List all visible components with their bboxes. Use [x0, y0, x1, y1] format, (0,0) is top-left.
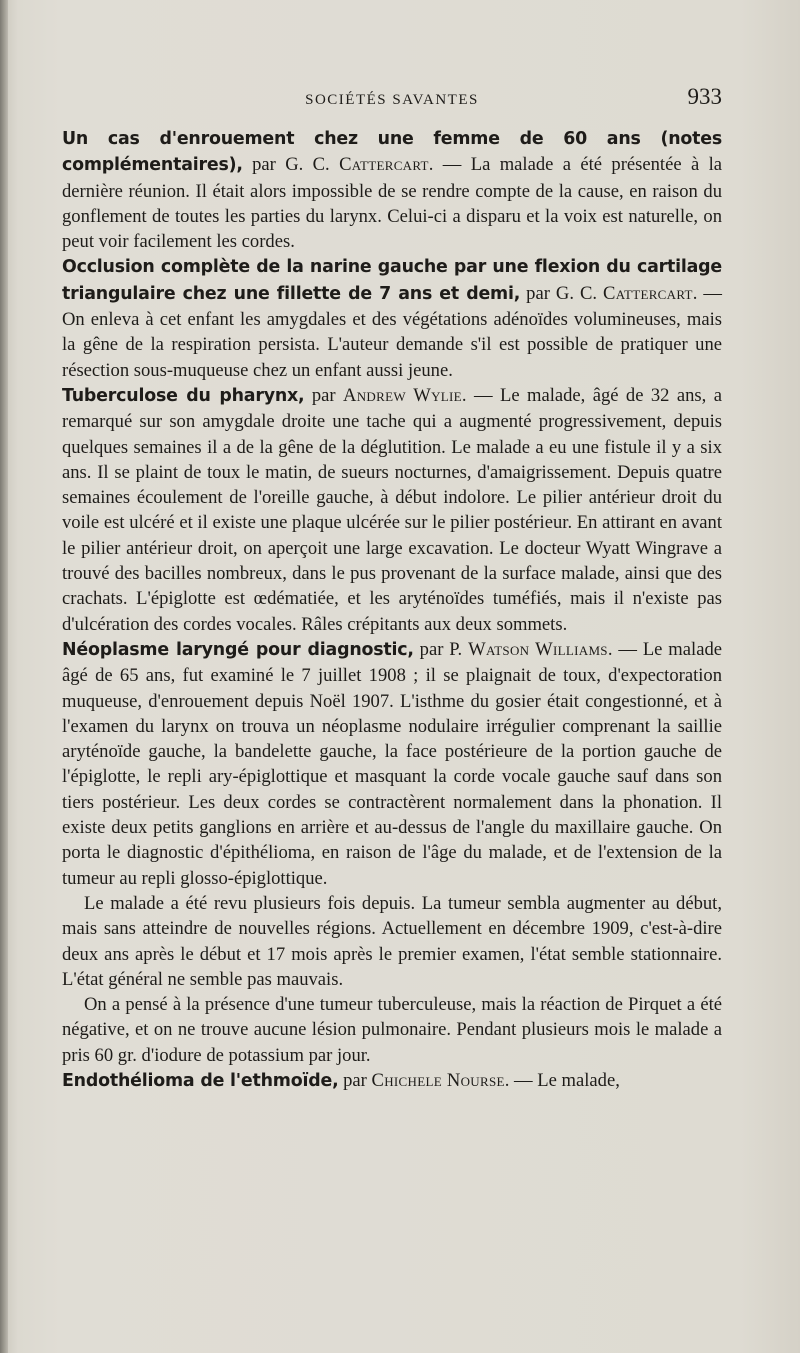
entry-text: . — Le malade âgé de 65 ans, fut examiné le 7 juillet 1908 ; il se plaignait de toux, d'expectoration muqueuse, d'enrouement depuis Noël 1907. L'isthme du gosier était congestionné, et à l'examen du larynx on trouva un néoplasme nodulaire irrégulier comprenant la saillie aryténoïde gauche, la bandelette gauche, la face postérieure de la portion gauche de l'épiglotte, le repli ary-épiglottique et masquant la corde vocale gauche sauf dans son tiers postérieur. Les deux cordes se contractèrent normalement dans la phonation. Il existe deux petits ganglions en arrière et au-dessus de l'angle du maxillaire gauche. On porta le diagnostic d'épithélioma, en raison de l'âge du malade, et de l'extension de la tumeur au repli glosso-épiglottique. — [62, 638, 722, 889]
entry-text: . — Le malade, âgé de 32 ans, a remarqué sur son amygdale droite une tache qui a augmenté progressivement, depuis quelques semaines il a de la gêne de la déglutition. Le malade a eu une fistule il y a six ans. Il se plaint de toux le matin, de sueurs nocturnes, d'amaigrissement. Depuis quatre semaines écoulement de l'oreille gauche, à début indolore. Le pilier antérieur droit du voile est ulcéré et il existe une plaque ulcérée sur le pilier postérieur. En attirant en avant le pilier antérieur droit, on aperçoit une large excavation. Le docteur Wyatt Wingrave a trouvé des bacilles nombreux, dans le pus provenant de la surface malade, ainsi que des crachats. L'épiglotte est œdématiée, et les aryténoïdes tuméfiés, mais il n'existe pas d'ulcération des cordes vocales. Râles crépitants aux deux sommets. — [62, 384, 722, 635]
entry-occlusion — [62, 254, 722, 382]
paragraph-continuation: Le malade a été revu plusieurs fois depuis. La tumeur sembla augmenter au début, mais sans atteindre de nouvelles régions. Actuellement en décembre 1909, c'est-à-dire deux ans après le début et 17 mois après le premier examen, l'état semble stationnaire. L'état général ne semble pas mauvais. — [62, 892, 722, 990]
entry-neoplasme — [62, 637, 722, 891]
entry-enrouement — [62, 126, 722, 254]
entry-title: Néoplasme laryngé pour diagnostic, — [62, 639, 414, 660]
entry-text: . — Le malade, — [504, 1069, 620, 1091]
entry-text: . — On enleva à cet enfant les amygdales et des végétations adénoïdes volumineuses, mais la gêne de la respiration persista. L'auteur demande s'il est possible de pratiquer une résection sous-muqueuse chez un enfant aussi jeune. — [62, 282, 723, 381]
entry-byline: par P. — [413, 638, 469, 660]
entry-title: Tuberculose du pharynx, — [62, 385, 305, 406]
entry-author: Watson Williams — [468, 638, 608, 660]
entry-author: Chichele Nourse — [371, 1069, 505, 1091]
book-spine-shadow — [0, 0, 8, 1353]
entry-endothelioma — [62, 1068, 722, 1094]
running-head: SOCIÉTÉS SAVANTES — [305, 92, 479, 108]
page-number: 933 — [687, 84, 722, 109]
entry-title: Endothélioma de l'ethmoïde, — [62, 1070, 339, 1091]
entry-tuberculose — [62, 383, 722, 637]
paragraph-continuation: On a pensé à la présence d'une tumeur tuberculeuse, mais la réaction de Pirquet a été négative, et on ne trouve aucune lésion pulmonaire. Pendant plusieurs mois le malade a pris 60 gr. d'iodure de potassium par jour. — [62, 994, 722, 1066]
entry-author: Cattercart — [603, 282, 693, 304]
entry-byline: par G. C. — [242, 154, 340, 176]
article-body — [62, 126, 722, 1094]
entry-byline: par — [304, 384, 343, 406]
page-header — [62, 84, 722, 116]
entry-title: Occlusion complète de la narine gauche par une flexion du cartilage triangulaire chez une fillette de 7 ans et demi, — [62, 257, 722, 304]
entry-byline: par G. C. — [520, 282, 604, 304]
entry-author: Cattercart — [339, 154, 429, 176]
entry-byline: par — [338, 1069, 372, 1091]
entry-author: Andrew Wylie — [343, 384, 462, 406]
entry-text: . — La malade a été présentée à la dernière réunion. Il était alors impossible de se rendre compte de la cause, en raison du gonflement de toutes les parties du larynx. Celui-ci a disparu et la voix est naturelle, on peut voir facilement les cordes. — [62, 154, 722, 253]
entry-title: Un cas d'enrouement chez une femme de 60 ans (notes complémentaires), — [62, 129, 722, 176]
